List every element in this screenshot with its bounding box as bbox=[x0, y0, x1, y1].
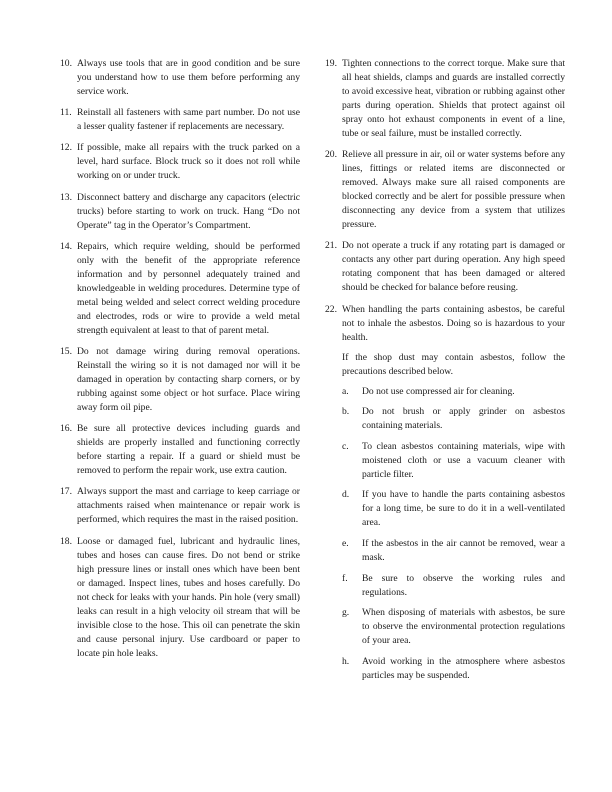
right-column bbox=[325, 57, 565, 690]
safety-item-20 bbox=[325, 148, 565, 232]
item-text: Always support the mast and carriage to keep carriage or attachments raised when maintenance or repair work is performed, which requires the mast in the raised position. bbox=[77, 486, 300, 526]
safety-item-16 bbox=[60, 422, 300, 478]
item-text: If possible, make all repairs with the truck parked on a level, hard surface. Block truck so it does not roll while working on or under truck. bbox=[77, 142, 300, 182]
precaution-e bbox=[342, 537, 565, 565]
item-number: 22. bbox=[325, 303, 337, 315]
asbestos-intro-text: If the shop dust may contain asbestos, follow the precautions described below. bbox=[342, 351, 565, 377]
safety-item-14 bbox=[60, 240, 300, 338]
precaution-c bbox=[342, 440, 565, 482]
safety-item-10 bbox=[60, 57, 300, 99]
precaution-h bbox=[342, 655, 565, 683]
precaution-text: Do not use compressed air for cleaning. bbox=[362, 385, 515, 397]
asbestos-precautions-list bbox=[342, 385, 565, 683]
precaution-text: Do not brush or apply grinder on asbestos containing materials. bbox=[362, 406, 565, 432]
item-text: Do not damage wiring during removal operations. Reinstall the wiring so it is not damaged nor will it be damaged in operation by contacting sharp corners, or by rubbing against some object or hot surface. Place wiring away form oil pipe. bbox=[77, 345, 300, 413]
item-text: Always use tools that are in good condition and be sure you understand how to use them before performing any service work. bbox=[77, 58, 300, 97]
precaution-letter: e. bbox=[342, 537, 349, 549]
precaution-text: Be sure to observe the working rules and regulations. bbox=[362, 572, 565, 598]
item-text: Disconnect battery and discharge any capacitors (electric trucks) before starting to work on truck. Hang “Do not Operate” tag in the Operator’s Compartment. bbox=[77, 191, 300, 231]
precaution-g bbox=[342, 606, 565, 648]
item-number: 21. bbox=[325, 240, 337, 252]
item-text: Relieve all pressure in air, oil or water systems before any lines, fittings or related items are disconnected or removed. Always make sure all raised components are blocked correctly and be alert for possible pressure when disconnecting any device from a system that utilizes pressure. bbox=[342, 149, 565, 231]
safety-item-22 bbox=[325, 303, 565, 683]
item-text: Loose or damaged fuel, lubricant and hydraulic lines, tubes and hoses can cause fires. Do not bend or strike high pressure lines or install ones which have been bent or damaged. Inspect lines, tubes and hoses carefully. Do not check for leaks with your hands. Pin hole (very small) leaks can result in a high velocity oil stream that will be invisible close to the hose. This oil can penetrate the skin and cause personal injury. Use cardboard or paper to locate pin hole leaks. bbox=[77, 535, 300, 659]
precaution-text: When disposing of materials with asbestos, be sure to observe the environmental protection regulations of your area. bbox=[362, 607, 565, 647]
item-text: Repairs, which require welding, should be performed only with the benefit of the appropriate reference information and by personnel adequately trained and knowledgeable in welding procedures. Determine type of metal being welded and select correct welding procedure and electrodes, rods or wire to provide a weld metal strength equivalent at least to that of parent metal. bbox=[77, 240, 300, 336]
item-number: 15. bbox=[60, 345, 72, 357]
item-number: 19. bbox=[325, 58, 337, 69]
precaution-letter: f. bbox=[342, 572, 348, 584]
precaution-f bbox=[342, 572, 565, 600]
precaution-text: If the asbestos in the air cannot be removed, wear a mask. bbox=[362, 537, 565, 563]
item-text: When handling the parts containing asbestos, be careful not to inhale the asbestos. Doing so is hazardous to your health. bbox=[342, 303, 565, 343]
item-number: 11. bbox=[60, 107, 72, 119]
precaution-letter: h. bbox=[342, 655, 350, 667]
precaution-letter: c. bbox=[342, 440, 349, 452]
precaution-b bbox=[342, 405, 565, 433]
safety-item-11 bbox=[60, 106, 300, 134]
item-number: 18. bbox=[60, 535, 72, 547]
item-number: 12. bbox=[60, 142, 72, 154]
safety-item-17 bbox=[60, 485, 300, 527]
precaution-d bbox=[342, 488, 565, 530]
precaution-letter: b. bbox=[342, 406, 350, 418]
precaution-text: If you have to handle the parts containing asbestos for a long time, be sure to do it in a well-ventilated area. bbox=[362, 489, 565, 529]
precaution-letter: g. bbox=[342, 607, 350, 619]
safety-item-18 bbox=[60, 535, 300, 661]
precaution-text: To clean asbestos containing materials, wipe with moistened cloth or use a vacuum cleaner with particle filter. bbox=[362, 440, 565, 480]
item-text: Reinstall all fasteners with same part number. Do not use a lesser quality fastener if replacements are necessary. bbox=[77, 107, 300, 133]
item-number: 17. bbox=[60, 486, 72, 498]
item-text: Tighten connections to the correct torque. Make sure that all heat shields, clamps and guards are installed correctly to avoid excessive heat, vibration or rubbing against other parts during operation. Shields that protect against oil spray onto hot exhaust components in event of a line, tube or seal failure, must be installed correctly. bbox=[342, 58, 565, 139]
precaution-text: Avoid working in the atmosphere where asbestos particles may be suspended. bbox=[362, 655, 565, 681]
item-text: Do not operate a truck if any rotating part is damaged or contacts any other part during operation. Any high speed rotating component that has been damaged or altered should be checked for balance before reusing. bbox=[342, 240, 565, 294]
item-number: 16. bbox=[60, 423, 72, 435]
left-column bbox=[60, 57, 300, 668]
safety-item-15 bbox=[60, 345, 300, 415]
item-text: Be sure all protective devices including guards and shields are properly installed and functioning correctly before starting a repair. If a guard or shield must be removed to perform the repair work, use extra caution. bbox=[77, 423, 300, 477]
item-number: 10. bbox=[60, 58, 72, 69]
safety-item-19 bbox=[325, 57, 565, 141]
item-number: 13. bbox=[60, 191, 72, 203]
precaution-letter: d. bbox=[342, 489, 350, 501]
precaution-letter: a. bbox=[342, 385, 349, 397]
safety-item-12 bbox=[60, 141, 300, 183]
precaution-a bbox=[342, 385, 565, 399]
safety-item-21 bbox=[325, 239, 565, 295]
item-number: 20. bbox=[325, 149, 337, 161]
safety-item-13 bbox=[60, 191, 300, 233]
item-number: 14. bbox=[60, 240, 72, 252]
